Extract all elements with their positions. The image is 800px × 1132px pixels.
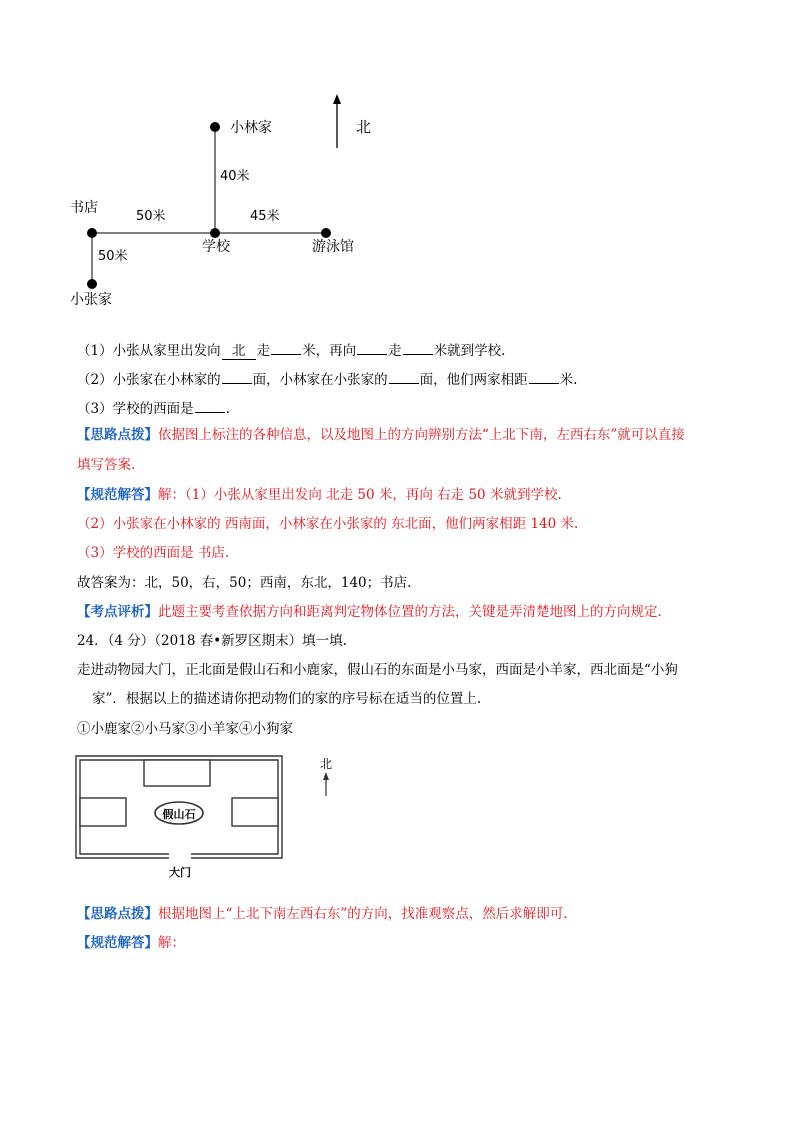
zoo-north-label: 北: [320, 757, 333, 771]
bookstore-dot: [87, 228, 97, 238]
distance-school-lin: 40米: [220, 169, 250, 184]
school-label: 学校: [202, 239, 230, 255]
question-24-header: 24．（4 分）（2018 春•新罗区期末）填一填.: [77, 633, 347, 649]
blank-distance-3[interactable]: [529, 367, 559, 384]
zhang-home-dot: [87, 279, 97, 289]
pool-dot: [321, 228, 331, 238]
distance-school-pool: 45米: [250, 209, 280, 224]
solution-tag: 【规范解答】: [77, 487, 158, 503]
q24-solution-tag: 【规范解答】: [77, 935, 158, 951]
north-arrow-icon: [333, 94, 341, 104]
lin-home-dot: [210, 122, 220, 132]
school-dot: [210, 228, 220, 238]
zhang-home-label: 小张家: [70, 292, 112, 308]
solution-line-3: （3）学校的西面是 书店.: [77, 545, 230, 561]
solution-line-2: （2）小张家在小林家的 西南面，小林家在小张家的 东北面，他们两家相距 140 米.: [77, 516, 579, 532]
lin-home-label: 小林家: [230, 120, 272, 136]
question-24-text-2: 家”．根据以上的描述请你把动物们的家的序号标在适当的位置上.: [92, 691, 482, 707]
gate-label: 大门: [169, 866, 191, 879]
direction-map: [60, 90, 380, 315]
blank-direction-4[interactable]: [389, 367, 419, 384]
rock-label: 假山石: [162, 808, 196, 821]
evaluation-line: 【考点评析】此题主要考查依据方向和距离判定物体位置的方法，关键是弄清楚地图上的方向规定.: [77, 604, 662, 620]
bookstore-label: 书店: [70, 200, 98, 216]
question-line-1: （1）小张从家里出发向 北 走 米，再向 走 米就到学校.: [77, 338, 505, 361]
question-line-2: （2）小张家在小林家的 面，小林家在小张家的 面，他们两家相距 米.: [77, 367, 577, 390]
answer-line: 故答案为：北，50，右，50；西南，东北，140；书店.: [77, 575, 412, 591]
blank-direction-2[interactable]: [357, 338, 387, 355]
question-24-text-1: 走进动物园大门，正北面是假山石和小鹿家，假山石的东面是小马家，西面是小羊家，西北面是“小狗: [77, 662, 678, 678]
blank-west-of-school[interactable]: [195, 396, 225, 413]
q24-hint-tag: 【思路点拨】: [77, 906, 158, 922]
enclosure-east: [232, 798, 278, 826]
blank-distance-2[interactable]: [403, 338, 433, 355]
enclosure-west: [80, 798, 126, 826]
zoo-map: [74, 752, 344, 882]
q24-hint-line: 【思路点拨】根据地图上“上北下南左西右东”的方向，找准观察点，然后求解即可.: [77, 906, 568, 922]
question-line-3: （3）学校的西面是 .: [77, 396, 230, 419]
blank-distance-1[interactable]: [271, 338, 301, 355]
zoo-north-arrow-icon: [323, 772, 329, 780]
hint-line-2: 填写答案.: [77, 457, 136, 473]
evaluation-tag: 【考点评析】: [77, 604, 158, 620]
question-24-options: ①小鹿家②小马家③小羊家④小狗家: [77, 721, 293, 737]
blank-direction-1[interactable]: 北: [222, 343, 256, 360]
enclosure-north: [144, 760, 210, 786]
distance-bookstore-school: 50米: [136, 209, 166, 224]
hint-tag: 【思路点拨】: [77, 427, 158, 443]
blank-direction-3[interactable]: [222, 367, 252, 384]
distance-bookstore-zhang: 50米: [98, 249, 128, 264]
pool-label: 游泳馆: [312, 239, 354, 255]
q24-solution-line: 【规范解答】解：: [77, 935, 185, 951]
north-label: 北: [356, 118, 372, 136]
hint-line-1: 【思路点拨】依据图上标注的各种信息，以及地图上的方向辨别方法“上北下南，左西右东”就可以直接: [77, 427, 685, 443]
solution-line-1: 【规范解答】解：（1）小张从家里出发向 北走 50 米，再向 右走 50 米就到学校.: [77, 487, 562, 503]
